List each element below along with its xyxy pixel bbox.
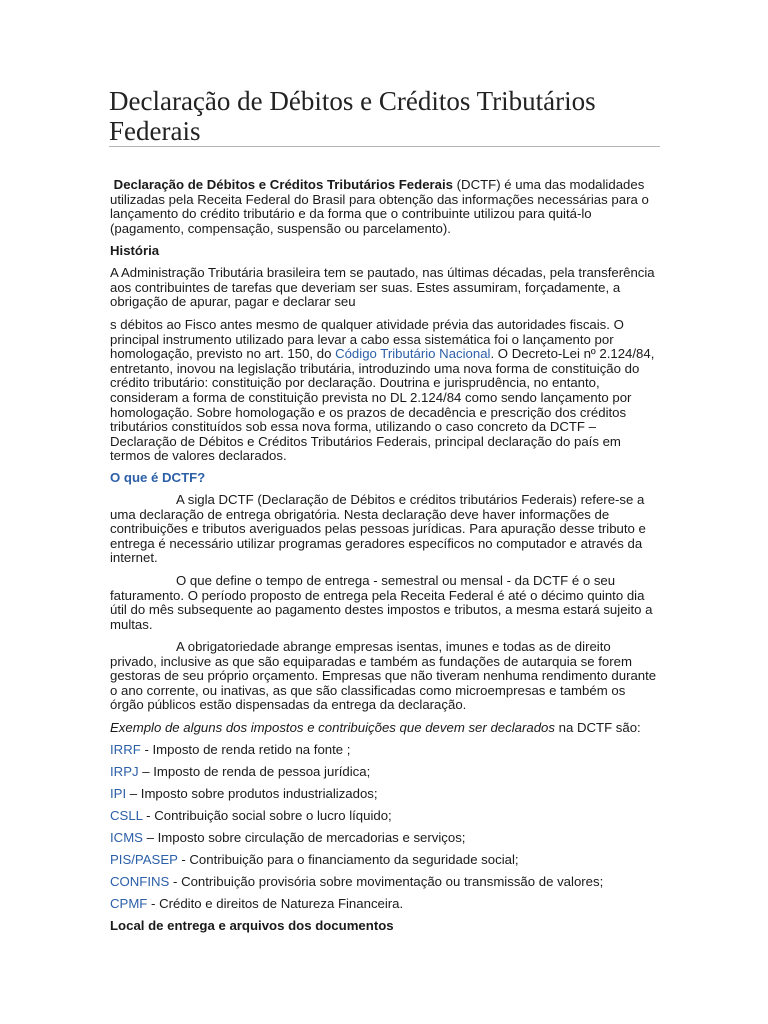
oque-paragraph-1: A sigla DCTF (Declaração de Débitos e créditos tributários Federais) refere-se a uma declaração de entrega obrigatória. Nesta declaração deve haver informações de contribuições e tributos averiguados pelas pessoas jurídicas. Para apuração desse tributo e entrega é necessário utilizar programas geradores específicos no computador e através da internet.: [110, 492, 646, 566]
oque-paragraph-3: A obrigatoriedade abrange empresas isentas, imunes e todas as de direito privado, inclusive as que são equiparadas e também as fundações de autarquia se forem gestoras de seu próprio orçamento. Empresas que não tiveram nenhuma rendimento durante o ano corrente, ou inativas, as que são classificadas como microempresas e também os órgão públicos estão dispensadas da entrega da declaração.: [110, 639, 657, 713]
intro-paragraph: [110, 178, 658, 236]
tax-list-item: IRRF - Imposto de renda retido na fonte ;: [110, 742, 351, 757]
historia-heading: História: [110, 243, 160, 258]
oque-paragraph-2: O que define o tempo de entrega - semestral ou mensal - da DCTF é o seu faturamento. O período proposto de entrega pela Receita Federal é até o décimo quinto dia útil do mês subsequente ao pagamento destes impostos e tributos, a mesma estará sujeito a multas.: [110, 573, 653, 632]
codigo-tributario-link[interactable]: Código Tributário Nacional: [335, 346, 491, 362]
tax-list-item: IPI – Imposto sobre produtos industrializados;: [110, 786, 378, 801]
tax-list-item: IRPJ – Imposto de renda de pessoa jurídica;: [110, 764, 371, 779]
historia-paragraph-2: [110, 318, 658, 464]
tax-list-item: CONFINS - Contribuição provisória sobre movimentação ou transmissão de valores;: [110, 874, 604, 889]
exemplo-line: [110, 721, 658, 736]
tax-list-item: CPMF - Crédito e direitos de Natureza Financeira.: [110, 896, 404, 911]
title-divider: [109, 146, 660, 147]
tax-code-link[interactable]: ICMS: [110, 830, 143, 845]
intro-bold-term: Declaração de Débitos e Créditos Tributários Federais: [113, 177, 453, 192]
exemplo-italic: Exemplo de alguns dos impostos e contribuições que devem ser declarados: [110, 720, 555, 735]
page-title: Declaração de Débitos e Créditos Tributários Federais: [109, 86, 596, 146]
tax-code-link[interactable]: CONFINS: [110, 874, 170, 889]
tax-code-link[interactable]: IPI: [110, 786, 127, 801]
tax-code-link[interactable]: CSLL: [110, 808, 143, 823]
tax-code-link[interactable]: IRPJ: [110, 764, 139, 779]
tax-list-item: PIS/PASEP - Contribuição para o financiamento da seguridade social;: [110, 852, 519, 867]
tax-code-link[interactable]: CPMF: [110, 896, 148, 911]
exemplo-text: na DCTF são:: [554, 720, 641, 735]
historia-paragraph-1: A Administração Tributária brasileira tem se pautado, nas últimas décadas, pela transferência aos contribuintes de tarefas que deveriam ser suas. Estes assumiram, forçadamente, a obrigação de apurar, pagar e declarar seu: [110, 265, 655, 310]
oque-heading: O que é DCTF?: [110, 470, 206, 485]
tax-code-link[interactable]: PIS/PASEP: [110, 852, 178, 867]
historia-p2-text-rest: . O Decreto-Lei nº 2.124/84, entretanto, inovou na legislação tributária, introduzindo uma nova forma de constituição do crédito tributário: constituição por declaração. Doutrina e jurisprudência, no entanto, consideram a forma de constituição prevista no DL 2.124/84 como sendo lançamento por homologação. Sobre homologação e os prazos de decadência e prescrição dos créditos tributários constituídos sob essa nova forma, utilizando o caso concreto da DCTF – Declaração de Débitos e Créditos Tributários Federais, principal declaração do país em termos de valores declarados.: [110, 346, 655, 464]
historia-p2-text: s débitos ao Fisco antes mesmo de qualquer atividade prévia das autoridades fiscais. O principal instrumento utilizado para levar a cabo essa sistemática foi o lançamento por homologação, previsto no art. 150, do: [110, 317, 624, 362]
tax-list-item: CSLL - Contribuição social sobre o lucro líquido;: [110, 808, 392, 823]
local-heading: Local de entrega e arquivos dos documentos: [110, 918, 394, 933]
tax-code-link[interactable]: IRRF: [110, 742, 141, 757]
intro-text: (DCTF) é uma das modalidades utilizadas pela Receita Federal do Brasil para obtenção das informações necessárias para o lançamento do crédito tributário e da forma que o contribuinte utilizou para quitá-lo (pagamento, compensação, suspensão ou parcelamento).: [110, 177, 649, 236]
tax-list-item: ICMS – Imposto sobre circulação de mercadorias e serviços;: [110, 830, 466, 845]
